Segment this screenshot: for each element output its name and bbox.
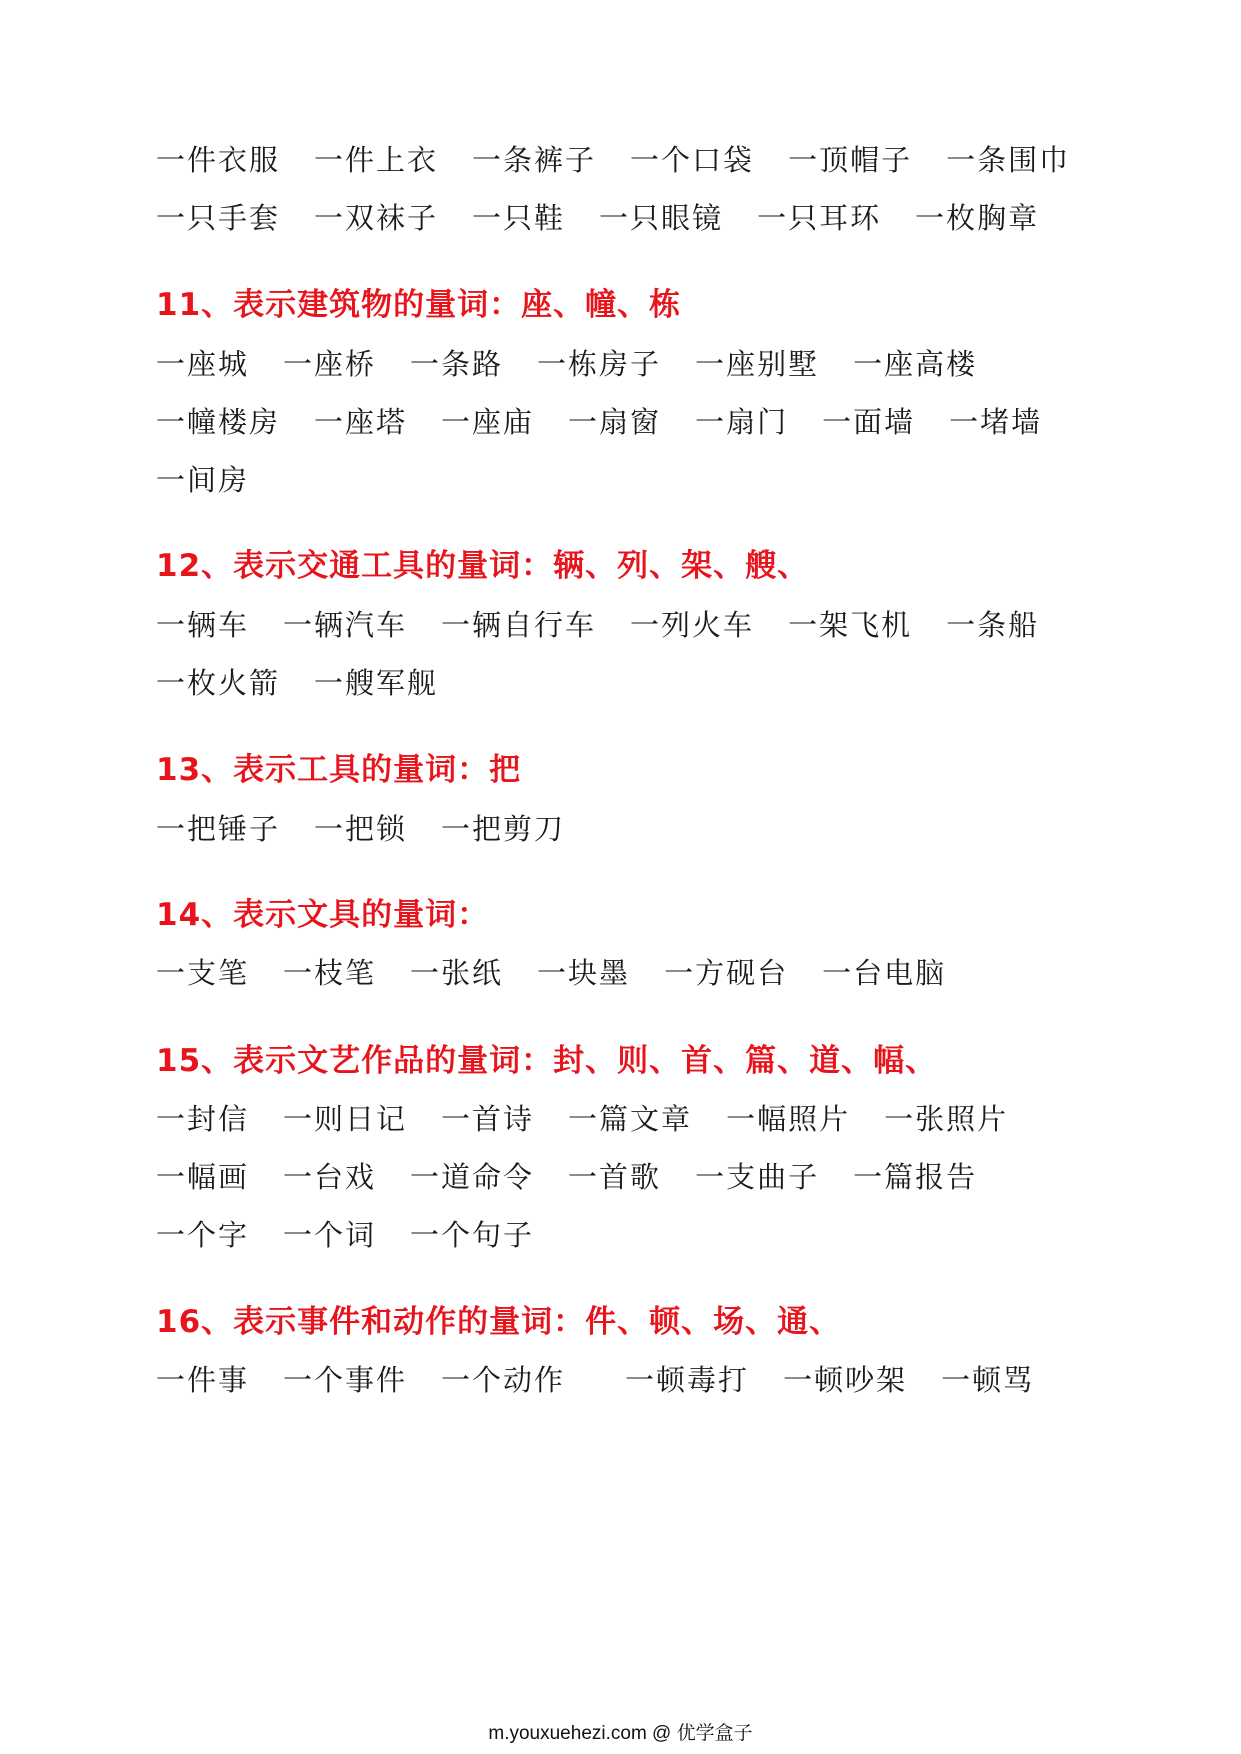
section-heading: 13、表示工具的量词：把 — [156, 752, 522, 788]
phrase-item: 一只鞋 — [472, 201, 566, 235]
phrase-item: 一张照片 — [884, 1102, 1009, 1136]
phrase-item: 一艘军舰 — [314, 666, 439, 700]
phrase-item: 一台电脑 — [822, 956, 947, 990]
phrase-item: 一把剪刀 — [441, 812, 566, 846]
phrase-item: 一把锁 — [314, 812, 408, 846]
phrase-item: 一篇文章 — [568, 1102, 693, 1136]
phrase-item: 一则日记 — [283, 1102, 408, 1136]
phrase-item: 一篇报告 — [853, 1160, 978, 1194]
measure-word-row — [156, 807, 599, 851]
phrase-item: 一台戏 — [283, 1160, 377, 1194]
measure-word-row — [156, 951, 980, 995]
phrase-item: 一支笔 — [156, 956, 250, 990]
phrase-item: 一把锤子 — [156, 812, 281, 846]
phrase-item: 一枚火箭 — [156, 666, 281, 700]
phrase-item: 一列火车 — [630, 608, 755, 642]
measure-word-row — [156, 196, 1073, 240]
phrase-item: 一顿毒打 — [625, 1363, 750, 1397]
phrase-item: 一幅画 — [156, 1160, 250, 1194]
measure-word-row — [156, 1097, 1042, 1141]
phrase-item: 一支曲子 — [695, 1160, 820, 1194]
phrase-item: 一扇门 — [695, 405, 789, 439]
phrase-item: 一个事件 — [283, 1363, 408, 1397]
phrase-item: 一个口袋 — [630, 143, 755, 177]
phrase-item: 一栋房子 — [537, 347, 662, 381]
phrase-item: 一幅照片 — [726, 1102, 851, 1136]
phrase-item: 一张纸 — [410, 956, 504, 990]
phrase-item: 一座塔 — [314, 405, 408, 439]
measure-word-row — [156, 1213, 568, 1257]
phrase-item: 一座桥 — [283, 347, 377, 381]
phrase-item: 一架飞机 — [788, 608, 913, 642]
measure-word-row — [156, 138, 1104, 182]
measure-word-row — [156, 342, 1011, 386]
phrase-item: 一首歌 — [568, 1160, 662, 1194]
phrase-item: 一方砚台 — [664, 956, 789, 990]
phrase-item: 一只耳环 — [757, 201, 882, 235]
phrase-item: 一首诗 — [441, 1102, 535, 1136]
measure-word-row — [156, 1358, 1068, 1402]
measure-word-row — [156, 1155, 1011, 1199]
phrase-item: 一枝笔 — [283, 956, 377, 990]
phrase-item: 一道命令 — [410, 1160, 535, 1194]
phrase-item: 一个句子 — [410, 1218, 535, 1252]
phrase-item: 一件衣服 — [156, 143, 281, 177]
section-heading: 14、表示文具的量词： — [156, 897, 490, 933]
phrase-item: 一条围巾 — [946, 143, 1071, 177]
section-heading: 11、表示建筑物的量词：座、幢、栋 — [156, 287, 682, 323]
phrase-item: 一辆自行车 — [441, 608, 597, 642]
phrase-item: 一辆汽车 — [283, 608, 408, 642]
phrase-item: 一个词 — [283, 1218, 377, 1252]
measure-word-row — [156, 400, 1076, 444]
phrase-item: 一座城 — [156, 347, 250, 381]
phrase-item: 一面墙 — [822, 405, 916, 439]
section-heading: 16、表示事件和动作的量词：件、顿、场、通、 — [156, 1304, 842, 1340]
phrase-item: 一只手套 — [156, 201, 281, 235]
phrase-item: 一双袜子 — [314, 201, 439, 235]
phrase-item: 一座别墅 — [695, 347, 820, 381]
phrase-item: 一顿吵架 — [783, 1363, 908, 1397]
phrase-item: 一间房 — [156, 463, 250, 497]
phrase-item: 一件事 — [156, 1363, 250, 1397]
phrase-item: 一座高楼 — [853, 347, 978, 381]
phrase-item: 一座庙 — [441, 405, 535, 439]
measure-word-row — [156, 661, 472, 705]
phrase-item: 一条船 — [946, 608, 1040, 642]
phrase-item: 一块墨 — [537, 956, 631, 990]
phrase-item: 一只眼镜 — [599, 201, 724, 235]
phrase-item: 一个字 — [156, 1218, 250, 1252]
phrase-item: 一顶帽子 — [788, 143, 913, 177]
measure-word-row — [156, 458, 283, 502]
phrase-item: 一个动作 — [441, 1363, 566, 1397]
phrase-item: 一幢楼房 — [156, 405, 281, 439]
section-heading: 12、表示交通工具的量词：辆、列、架、艘、 — [156, 548, 810, 584]
phrase-item: 一堵墙 — [949, 405, 1043, 439]
measure-word-row — [156, 603, 1073, 647]
phrase-item: 一顿骂 — [941, 1363, 1035, 1397]
phrase-item: 一封信 — [156, 1102, 250, 1136]
phrase-item: 一辆车 — [156, 608, 250, 642]
phrase-item: 一条路 — [410, 347, 504, 381]
section-heading: 15、表示文艺作品的量词：封、则、首、篇、道、幅、 — [156, 1043, 938, 1079]
phrase-item: 一枚胸章 — [915, 201, 1040, 235]
phrase-item: 一扇窗 — [568, 405, 662, 439]
page-footer: m.youxuehezi.com @ 优学盒子 — [488, 1723, 753, 1744]
phrase-item: 一条裤子 — [472, 143, 597, 177]
phrase-item: 一件上衣 — [314, 143, 439, 177]
